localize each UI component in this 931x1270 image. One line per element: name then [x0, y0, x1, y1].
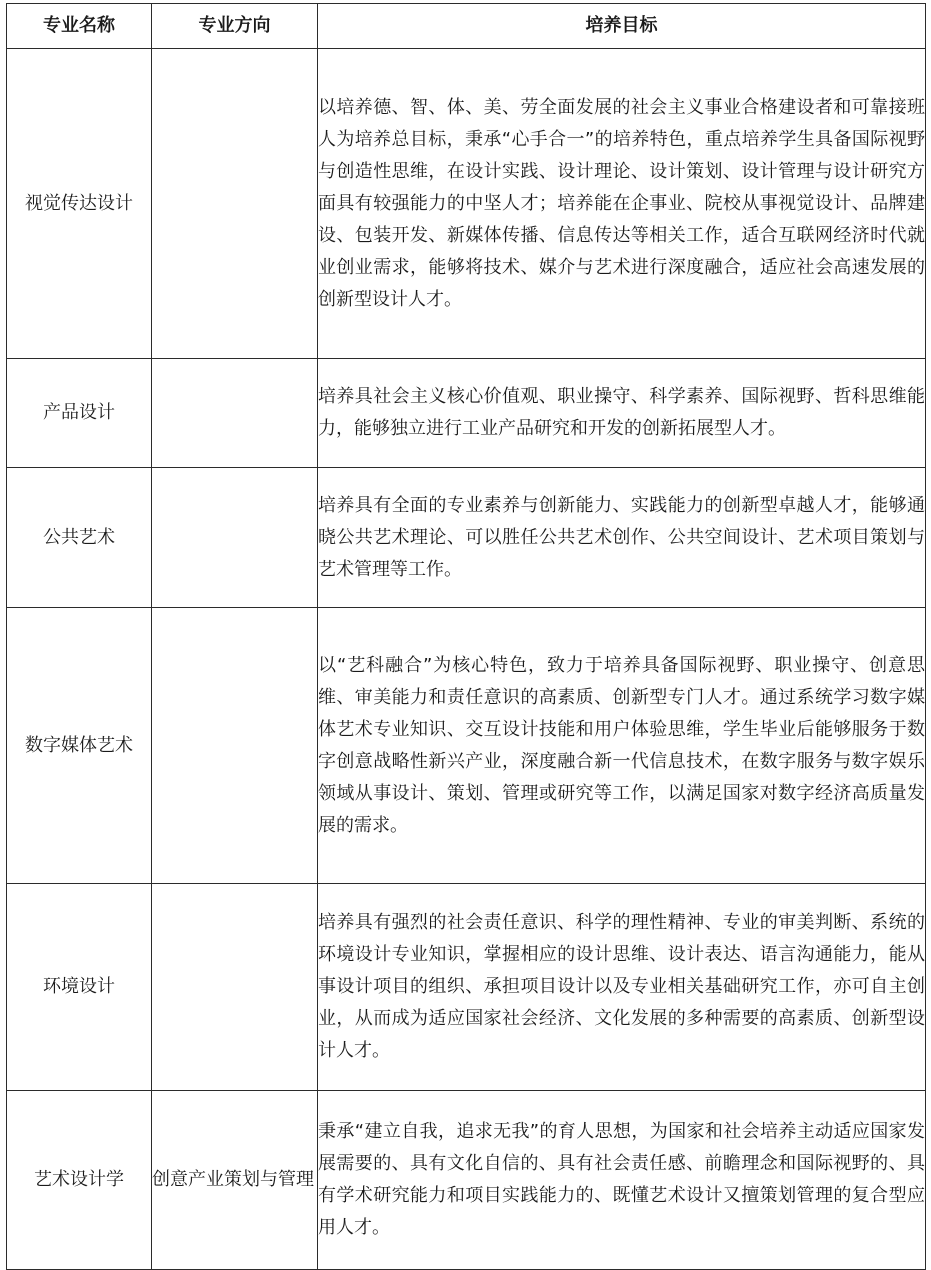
major-direction-cell: 创意产业策划与管理: [152, 1091, 318, 1270]
major-name-cell: 视觉传达设计: [7, 49, 152, 359]
table-row: [7, 49, 926, 359]
training-goal-cell: 培养具有全面的专业素养与创新能力、实践能力的创新型卓越人才，能够通晓公共艺术理论、可以胜任公共艺术创作、公共空间设计、艺术项目策划与艺术管理等工作。: [318, 468, 926, 608]
training-goal-cell: 以培养德、智、体、美、劳全面发展的社会主义事业合格建设者和可靠接班人为培养总目标，秉承“心手合一”的培养特色，重点培养学生具备国际视野与创造性思维，在设计实践、设计理论、设计策划、设计管理与设计研究方面具有较强能力的中坚人才；培养能在企事业、院校从事视觉设计、品牌建设、包装开发、新媒体传播、信息传达等相关工作，适合互联网经济时代就业创业需求，能够将技术、媒介与艺术进行深度融合，适应社会高速发展的创新型设计人才。: [318, 49, 926, 359]
major-name-cell: 艺术设计学: [7, 1091, 152, 1270]
major-name-cell: 环境设计: [7, 884, 152, 1091]
major-direction-cell: [152, 49, 318, 359]
table-row: [7, 608, 926, 884]
training-goal-cell: 秉承“建立自我，追求无我”的育人思想，为国家和社会培养主动适应国家发展需要的、具有文化自信的、具有社会责任感、前瞻理念和国际视野的、具有学术研究能力和项目实践能力的、既懂艺术设计又擅策划管理的复合型应用人才。: [318, 1091, 926, 1270]
table-header-row: [7, 4, 926, 49]
table-row: [7, 1091, 926, 1270]
training-goal-cell: 培养具社会主义核心价值观、职业操守、科学素养、国际视野、哲科思维能力，能够独立进行工业产品研究和开发的创新拓展型人才。: [318, 359, 926, 468]
header-training-goal: 培养目标: [318, 4, 926, 49]
table-row: [7, 884, 926, 1091]
training-goal-cell: 以“艺科融合”为核心特色，致力于培养具备国际视野、职业操守、创意思维、审美能力和责任意识的高素质、创新型专门人才。通过系统学习数字媒体艺术专业知识、交互设计技能和用户体验思维，学生毕业后能够服务于数字创意战略性新兴产业，深度融合新一代信息技术，在数字服务与数字娱乐领域从事设计、策划、管理或研究等工作，以满足国家对数字经济高质量发展的需求。: [318, 608, 926, 884]
majors-table: [6, 3, 926, 1270]
header-major-name: 专业名称: [7, 4, 152, 49]
table-row: [7, 468, 926, 608]
major-name-cell: 产品设计: [7, 359, 152, 468]
training-goal-cell: 培养具有强烈的社会责任意识、科学的理性精神、专业的审美判断、系统的环境设计专业知识，掌握相应的设计思维、设计表达、语言沟通能力，能从事设计项目的组织、承担项目设计以及专业相关基础研究工作，亦可自主创业，从而成为适应国家社会经济、文化发展的多种需要的高素质、创新型设计人才。: [318, 884, 926, 1091]
major-direction-cell: [152, 884, 318, 1091]
major-name-cell: 公共艺术: [7, 468, 152, 608]
major-direction-cell: [152, 468, 318, 608]
major-name-cell: 数字媒体艺术: [7, 608, 152, 884]
header-major-direction: 专业方向: [152, 4, 318, 49]
major-direction-cell: [152, 608, 318, 884]
table-row: [7, 359, 926, 468]
major-direction-cell: [152, 359, 318, 468]
